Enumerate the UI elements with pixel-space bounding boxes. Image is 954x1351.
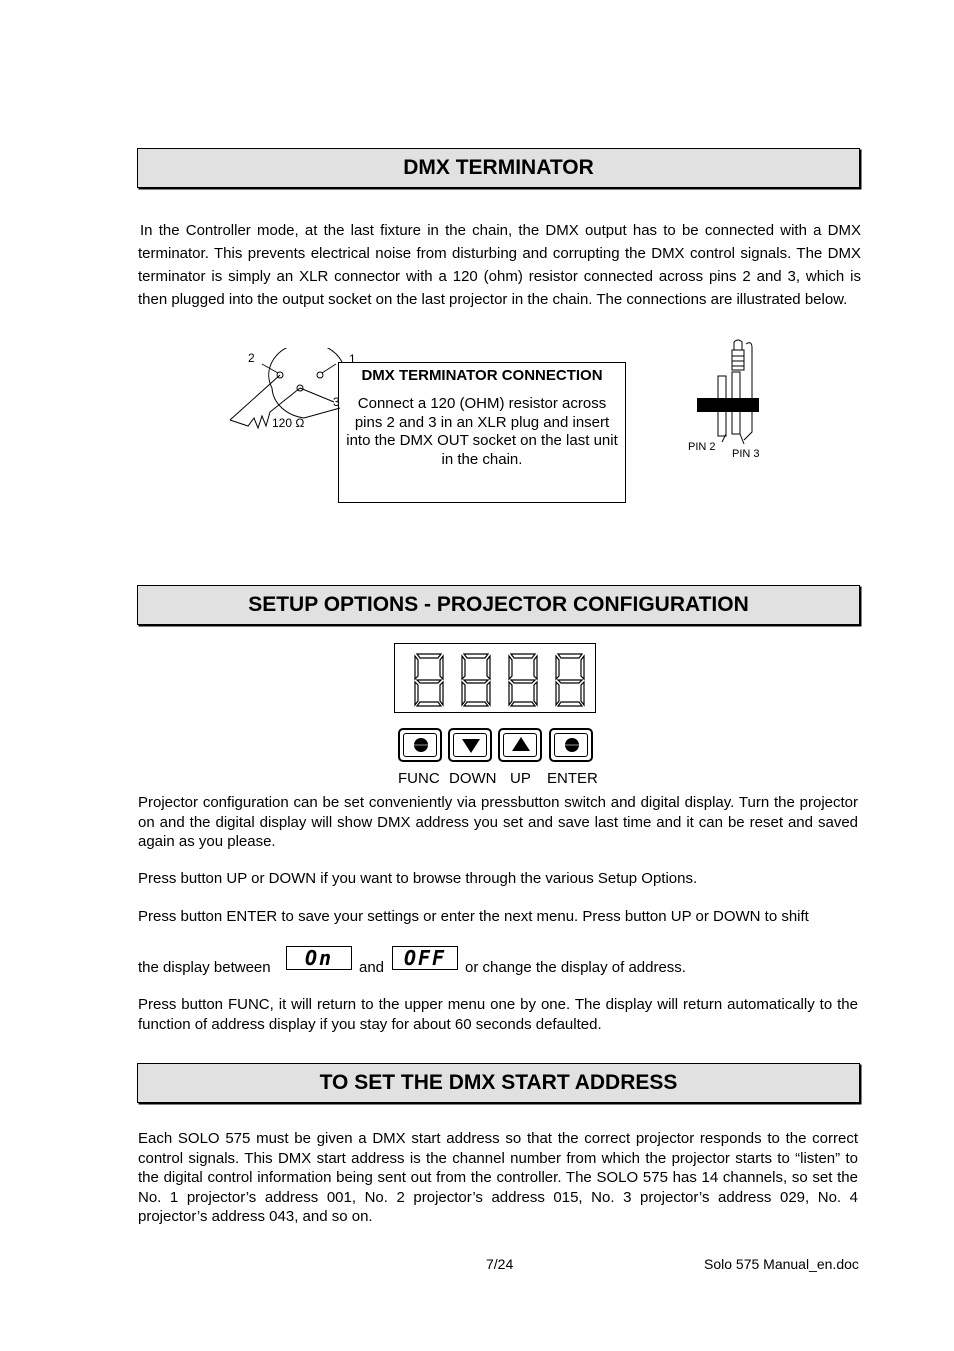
address-paragraph: Each SOLO 575 must be given a DMX start address so that the correct projector responds to the correct control signals. This DMX start address is the channel number from which the projector starts to “listen” to the digital control information being sent out from the controller. The SOLO 575 has 14 channels, so set the No. 1 projector’s address 001, No. 2 projector’s address 015, No. 3 projector’s address 029, No. 4 projector’s address 043, and so on.: [138, 1130, 858, 1225]
enter-button[interactable]: [549, 728, 593, 762]
heading-text: DMX TERMINATOR: [403, 156, 594, 179]
digital-display: [394, 643, 596, 713]
display-off-sample: OFF: [392, 946, 458, 970]
connector-resistor-diagram: [694, 336, 774, 448]
pin-label-1: 1: [349, 352, 356, 366]
terminator-callout: [338, 362, 626, 503]
down-button[interactable]: [448, 728, 492, 762]
setup-paragraph-4: the display between: [138, 959, 271, 976]
setup-paragraph-3: Press button ENTER to save your settings or enter the next menu. Press button UP or DOWN to shift: [138, 908, 809, 925]
setup-paragraph-4-end: or change the display of address.: [465, 959, 686, 976]
down-label: DOWN: [449, 770, 497, 787]
heading-text: TO SET THE DMX START ADDRESS: [319, 1071, 678, 1094]
setup-paragraph-2: Press button UP or DOWN if you want to browse through the various Setup Options.: [138, 870, 698, 887]
up-button[interactable]: [498, 728, 542, 762]
func-button[interactable]: [398, 728, 442, 762]
seven-segment-digits: [395, 644, 595, 712]
page-number: 7/24: [486, 1256, 514, 1272]
pin2-label: PIN 2: [688, 441, 716, 453]
up-label: UP: [510, 770, 531, 787]
heading-text: SETUP OPTIONS - PROJECTOR CONFIGURATION: [248, 593, 749, 616]
and-text: and: [359, 959, 385, 976]
pin3-label: PIN 3: [732, 448, 760, 460]
triangle-up-icon: [511, 736, 531, 752]
callout-body: Connect a 120 (OHM) resistor across pins 2 and 3 in an XLR plug and insert into the DMX OUT socket on the last unit in the chain.: [346, 395, 618, 468]
func-label: FUNC: [398, 770, 440, 787]
pin-label-3: 3: [333, 395, 340, 409]
setup-paragraph-5: Press button FUNC, it will return to the upper menu one by one. The display will return automatically to the function of address display if you stay for about 60 seconds defaulted.: [138, 996, 858, 1033]
display-on-sample: On: [286, 946, 352, 970]
enter-label: ENTER: [547, 770, 598, 787]
section-heading-dmx-start-address: [137, 1063, 860, 1103]
circle-icon: [413, 737, 429, 753]
setup-paragraph-1: Projector configuration can be set conveniently via pressbutton switch and digital display. Turn the projector on and the digital display will show DMX address you set and save last time and it can be reset and saved again as you please.: [138, 794, 858, 850]
circle-icon: [564, 737, 580, 753]
section-heading-dmx-terminator: [137, 148, 860, 188]
triangle-down-icon: [461, 738, 481, 754]
section-heading-setup-options: [137, 585, 860, 625]
pin-label-2: 2: [248, 351, 255, 365]
resistor-label: 120 Ω: [272, 416, 305, 430]
ohm-icon: Ω: [292, 416, 305, 430]
callout-title: DMX TERMINATOR CONNECTION: [361, 367, 603, 384]
document-name: Solo 575 Manual_en.doc: [704, 1256, 859, 1272]
terminator-paragraph: In the Controller mode, at the last fixture in the chain, the DMX output has to be connected with a DMX terminator. This prevents electrical noise from disturbing and corrupting the DMX control signals. The DMX terminator is simply an XLR connector with a 120 (ohm) resistor connected across pins 2 and 3, which is then plugged into the output socket on the last projector in the chain. The connections are illustrated below.: [138, 222, 861, 308]
